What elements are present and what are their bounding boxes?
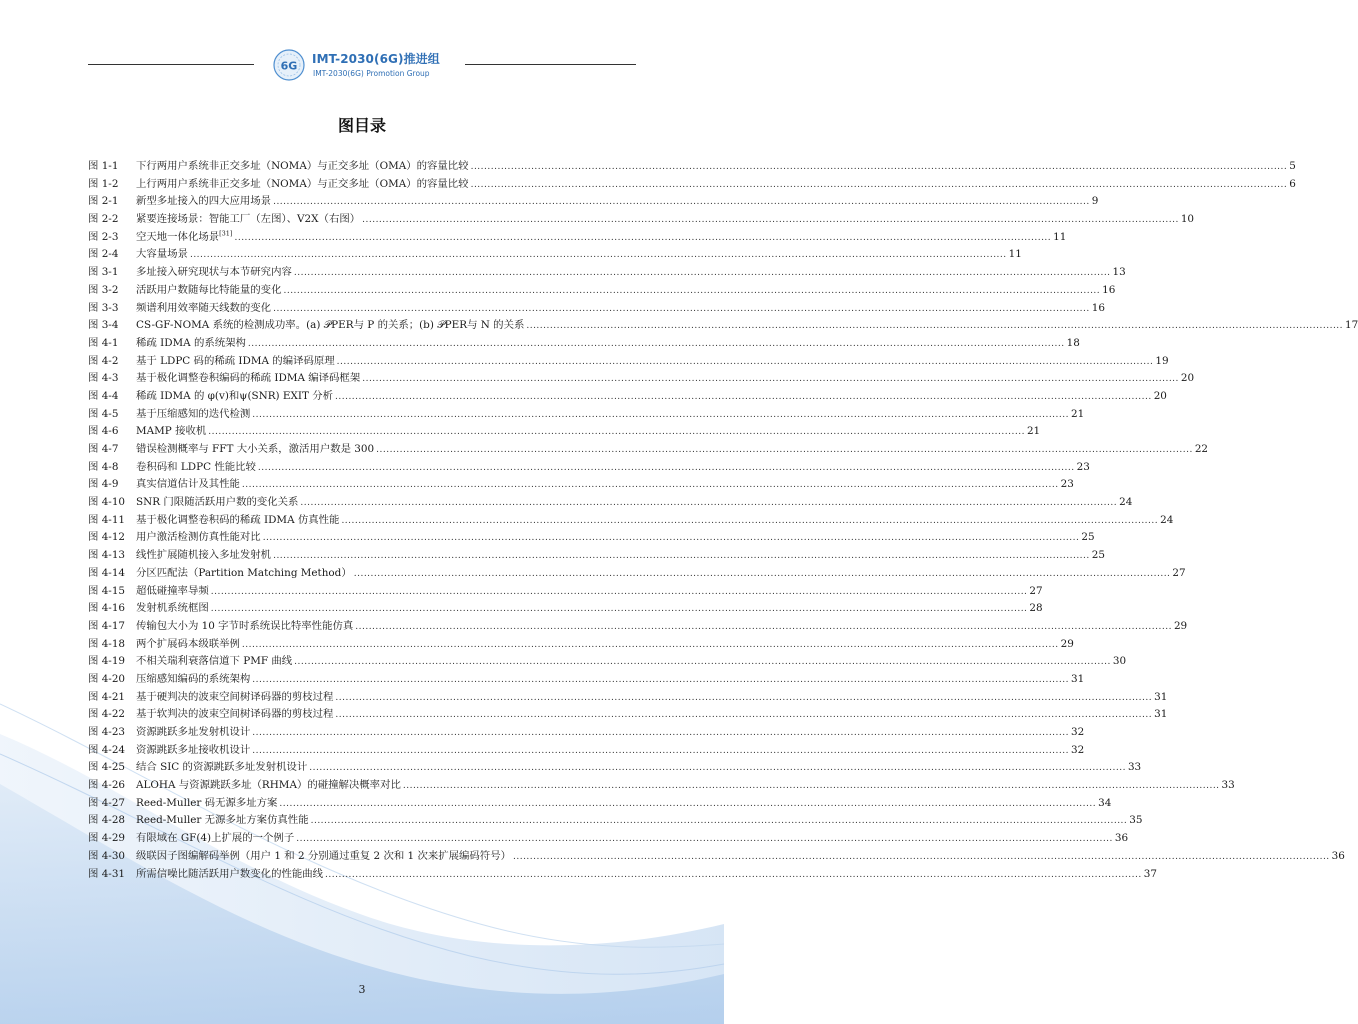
toc-entry[interactable]: [88, 300, 1105, 318]
figure-title-text: 所需信噪比随活跃用户数变化的性能曲线: [136, 867, 324, 880]
dot-leader: [471, 177, 1288, 195]
dot-leader: [341, 513, 1158, 531]
figure-number: 图 4-21: [88, 690, 126, 703]
page-header: [0, 48, 724, 88]
dot-leader: [309, 760, 1126, 778]
figure-page-number: 21: [1026, 425, 1041, 438]
figure-title: [136, 229, 232, 247]
figure-page-number: 19: [1155, 354, 1169, 367]
figure-number: 图 4-28: [88, 814, 126, 827]
figure-title-text: Reed-Muller 码无源多址方案: [136, 796, 278, 809]
figure-title-text: ALOHA 与资源跳跃多址（RHMA）的碰撞解决概率对比: [136, 779, 401, 792]
figure-title: [136, 583, 209, 601]
figure-title: [136, 264, 292, 282]
toc-entry[interactable]: [88, 795, 1112, 813]
figure-page-number: 16: [1091, 301, 1105, 314]
figure-title-text: 多址接入研究现状与本节研究内容: [136, 266, 292, 279]
figure-number: 图 2-2: [88, 213, 119, 226]
figure-title-text: 活跃用户数随每比特能量的变化: [136, 283, 282, 296]
figure-number: 图 4-23: [88, 726, 126, 738]
figure-title: [136, 671, 250, 689]
dot-leader: [311, 813, 1128, 831]
toc-entry[interactable]: [88, 742, 1085, 760]
dot-leader: [362, 212, 1179, 230]
figure-title-text: Reed-Muller 无源多址方案仿真性能: [136, 814, 309, 827]
toc-entry[interactable]: [88, 600, 1043, 618]
figure-title: [136, 370, 360, 388]
toc-entry[interactable]: [88, 370, 1195, 388]
figure-title-text: 基于硬判决的波束空间树译码器的剪枝过程: [136, 690, 334, 703]
figure-title: [136, 388, 333, 406]
dot-leader: [279, 796, 1096, 814]
toc-entry[interactable]: [88, 211, 1195, 229]
toc-entry[interactable]: [88, 848, 1345, 866]
figure-page-number: 29: [1060, 637, 1074, 650]
dot-leader: [403, 778, 1220, 796]
toc-entry[interactable]: [88, 388, 1167, 406]
figure-page-number: 32: [1070, 743, 1085, 756]
figure-number: 图 4-22: [88, 708, 126, 721]
figure-page-number: 31: [1154, 690, 1168, 703]
dot-leader: [252, 672, 1069, 690]
figure-page-number: 33: [1127, 761, 1142, 774]
figure-title: [136, 565, 352, 583]
dot-leader: [273, 548, 1090, 566]
figure-title-text: 紧要连接场景：智能工厂（左图）、V2X（右图）: [136, 213, 361, 226]
figure-title: [136, 406, 250, 424]
toc-entry[interactable]: [88, 476, 1074, 494]
toc-entry[interactable]: [88, 158, 1296, 176]
figure-title: [136, 476, 240, 494]
figure-title: [136, 300, 271, 318]
figure-number: 图 4-10: [88, 496, 126, 509]
figure-number: 图 4-4: [88, 389, 119, 402]
toc-entry[interactable]: [88, 176, 1296, 194]
figure-number: 图 4-29: [88, 832, 126, 845]
figure-page-number: 21: [1070, 407, 1085, 420]
toc-entry[interactable]: [88, 494, 1133, 512]
figure-page-number: 29: [1173, 619, 1188, 632]
figure-title-text: 大容量场景: [136, 248, 188, 261]
figure-title-text: 线性扩展随机接入多址发射机: [136, 549, 272, 562]
figure-title-text: CS-GF-NOMA 系统的检测成功率。(a) 𝒫PER与 P 的关系；(b) 𝒫PER与 N 的关系: [136, 319, 525, 332]
dot-leader: [208, 424, 1025, 442]
figure-number: 图 3-4: [88, 319, 119, 332]
figure-number: 图 4-24: [88, 743, 126, 756]
figure-title-text: 真实信道估计及其性能: [136, 478, 240, 491]
dot-leader: [211, 601, 1028, 619]
figure-title-text: 结合 SIC 的资源跳跃多址发射机设计: [136, 761, 308, 774]
dot-leader: [354, 566, 1171, 584]
figure-title-text: 超低碰撞率导频: [136, 584, 209, 597]
figure-title: [136, 494, 298, 512]
figure-title: [136, 193, 271, 211]
toc-entry[interactable]: [88, 282, 1116, 300]
toc-entry[interactable]: [88, 724, 1085, 742]
figure-title-text: 两个扩展码本级联举例: [136, 637, 240, 650]
figure-number: 图 4-5: [88, 407, 119, 420]
imt2030-logo-icon: [272, 48, 306, 82]
figure-title-text: SNR 门限随活跃用户数的变化关系: [136, 496, 299, 509]
figure-number: 图 4-11: [88, 513, 126, 526]
figure-title-text: 级联因子图编解码举例（用户 1 和 2 分别通过重复 2 次和 1 次来扩展编码符号）: [136, 849, 511, 862]
figure-title-text: 基于 LDPC 码的稀疏 IDMA 的编译码原理: [136, 354, 335, 367]
figure-title: [136, 282, 281, 300]
figure-number: 图 3-3: [88, 301, 119, 314]
figure-title-text: 基于软判决的波束空间树译码器的剪枝过程: [136, 708, 334, 721]
figure-title: [136, 777, 401, 795]
figure-page-number: 23: [1076, 460, 1090, 473]
toc-entry[interactable]: [88, 423, 1041, 441]
figure-title: [136, 246, 188, 264]
figure-page-number: 27: [1172, 566, 1186, 579]
toc-entry[interactable]: [88, 671, 1085, 689]
toc-entry[interactable]: [88, 353, 1169, 371]
logo-text: 6G: [280, 59, 298, 73]
dot-leader: [273, 194, 1090, 212]
figure-title-text: 上行两用户系统非正交多址（NOMA）与正交多址（OMA）的容量比较: [136, 177, 469, 190]
figure-page-number: 18: [1066, 336, 1080, 349]
toc-entry[interactable]: [88, 706, 1168, 724]
figure-page-number: 33: [1221, 779, 1235, 792]
brand-subtitle: IMT-2030(6G) Promotion Group: [313, 69, 430, 78]
figure-number: 图 4-17: [88, 619, 126, 632]
page-title: 图目录: [337, 116, 386, 135]
figure-title: [136, 335, 246, 353]
dot-leader: [234, 230, 1051, 248]
figure-title: [136, 317, 524, 335]
header-rule-left: [88, 64, 254, 65]
figure-number: 图 4-12: [88, 531, 126, 544]
figure-page-number: 31: [1070, 672, 1085, 685]
figure-number: 图 4-3: [88, 372, 119, 385]
toc-entry[interactable]: [88, 565, 1186, 583]
figure-title-text: 新型多址接入的四大应用场景: [136, 195, 272, 208]
figure-title: [136, 441, 374, 459]
figure-page-number: 10: [1180, 213, 1195, 226]
dot-leader: [335, 707, 1152, 725]
figure-number: 图 4-13: [88, 549, 126, 562]
figure-title-text: 发射机系统框图: [136, 602, 209, 615]
figure-page-number: 11: [1053, 230, 1067, 243]
figure-page-number: 32: [1070, 726, 1085, 738]
dot-leader: [252, 407, 1069, 425]
figure-number: 图 4-16: [88, 602, 126, 615]
figure-title-text: 资源跳跃多址接收机设计: [136, 743, 251, 756]
figure-title-text: 资源跳跃多址发射机设计: [136, 726, 251, 738]
figure-title: [136, 211, 360, 229]
dot-leader: [335, 389, 1152, 407]
figure-title: [136, 812, 309, 830]
figure-number: 图 4-15: [88, 584, 126, 597]
figure-number: 图 4-20: [88, 672, 126, 685]
figure-page-number: 20: [1180, 372, 1195, 385]
toc-entry[interactable]: [88, 246, 1022, 264]
figure-title: [136, 600, 209, 618]
figure-page-number: 31: [1154, 708, 1168, 721]
toc-entry[interactable]: [88, 653, 1127, 671]
figure-title-text: 基于极化调整卷积码的稀疏 IDMA 仿真性能: [136, 513, 340, 526]
figure-page-number: 37: [1143, 867, 1157, 880]
figure-number: 图 4-27: [88, 796, 126, 809]
toc-entry[interactable]: [88, 583, 1043, 601]
figure-title-text: 下行两用户系统非正交多址（NOMA）与正交多址（OMA）的容量比较: [136, 160, 469, 172]
dot-leader: [273, 301, 1090, 319]
figure-title: [136, 724, 250, 742]
figure-page-number: 6: [1289, 177, 1296, 190]
figure-page-number: 36: [1331, 849, 1345, 862]
figure-page-number: 23: [1060, 478, 1074, 491]
toc-entry[interactable]: [88, 459, 1090, 477]
figure-page-number: 35: [1129, 814, 1143, 827]
brand-title: IMT-2030(6G)推进组: [312, 52, 440, 66]
dot-leader: [258, 460, 1075, 478]
figure-title: [136, 158, 469, 176]
dot-leader: [513, 849, 1330, 867]
figure-number: 图 4-19: [88, 655, 126, 668]
figure-page-number: 36: [1114, 832, 1129, 845]
header-rule-right: [465, 64, 636, 65]
figure-title: [136, 176, 469, 194]
toc-entry[interactable]: [88, 830, 1129, 848]
figure-title-text: 基于极化调整卷积编码的稀疏 IDMA 编译码框架: [136, 372, 361, 385]
toc-entry[interactable]: [88, 317, 1358, 335]
figure-number: 图 2-3: [88, 230, 119, 243]
dot-leader: [242, 477, 1059, 495]
figure-title-text: 基于压缩感知的迭代检测: [136, 407, 251, 420]
figure-title-text: 频谱利用效率随天线数的变化: [136, 301, 272, 314]
dot-leader: [252, 743, 1069, 761]
figure-title-text: 卷积码和 LDPC 性能比较: [136, 460, 256, 473]
figure-page-number: 5: [1289, 160, 1296, 172]
figure-page-number: 9: [1091, 195, 1099, 208]
toc-entry[interactable]: [88, 441, 1209, 459]
toc-entry[interactable]: [88, 335, 1080, 353]
figure-title: [136, 618, 353, 636]
toc-entry[interactable]: [88, 759, 1142, 777]
figure-title: [136, 459, 256, 477]
figure-title: [136, 353, 335, 371]
figure-title-text: 传输包大小为 10 字节时系统误比特率性能仿真: [136, 619, 354, 632]
figure-list: [88, 158, 1358, 883]
figure-number: 图 4-1: [88, 336, 119, 349]
dot-leader: [294, 265, 1111, 283]
figure-title: [136, 795, 277, 813]
figure-title-text: 错误检测概率与 FFT 大小关系，激活用户数是 300: [136, 443, 375, 455]
figure-page-number: 34: [1098, 796, 1112, 809]
figure-title: [136, 512, 339, 530]
figure-page-number: 11: [1008, 248, 1022, 261]
dot-leader: [526, 318, 1343, 336]
dot-leader: [300, 495, 1117, 513]
figure-page-number: 20: [1153, 389, 1167, 402]
figure-title: [136, 848, 511, 866]
figure-number: 图 2-1: [88, 195, 119, 208]
figure-number: 图 4-2: [88, 354, 119, 367]
figure-title-text: 用户激活检测仿真性能对比: [136, 531, 261, 544]
dot-leader: [190, 247, 1007, 265]
figure-title: [136, 706, 333, 724]
toc-entry[interactable]: [88, 547, 1105, 565]
figure-page-number: 24: [1119, 496, 1133, 509]
figure-title: [136, 830, 294, 848]
dot-leader: [471, 159, 1288, 177]
figure-number: 图 4-8: [88, 460, 119, 473]
figure-title-text: 空天地一体化场景: [136, 230, 220, 243]
dot-leader: [376, 442, 1193, 460]
figure-title-text: 不相关瑞利衰落信道下 PMF 曲线: [136, 655, 293, 668]
figure-page-number: 28: [1029, 602, 1043, 615]
toc-entry[interactable]: [88, 812, 1143, 830]
figure-title-text: 稀疏 IDMA 的系统架构: [136, 336, 246, 349]
toc-entry[interactable]: [88, 406, 1085, 424]
figure-page-number: 24: [1160, 513, 1174, 526]
figure-title: [136, 423, 206, 441]
figure-number: 图 4-31: [88, 867, 126, 880]
figure-title: [136, 689, 333, 707]
dot-leader: [335, 690, 1152, 708]
toc-entry[interactable]: [88, 529, 1095, 547]
figure-number: 图 3-2: [88, 283, 119, 296]
figure-page-number: 25: [1091, 549, 1105, 562]
figure-title-citation: [31]: [219, 229, 233, 238]
figure-page-number: 27: [1029, 584, 1043, 597]
figure-title: [136, 866, 323, 884]
dot-leader: [252, 725, 1069, 743]
dot-leader: [248, 336, 1065, 354]
figure-title-text: 有限域在 GF(4)上扩展的一个例子: [136, 832, 295, 845]
figure-number: 图 2-4: [88, 248, 119, 261]
figure-title-text: MAMP 接收机: [136, 425, 207, 438]
figure-page-number: 22: [1194, 443, 1209, 455]
figure-page-number: 25: [1081, 531, 1095, 544]
dot-leader: [296, 831, 1113, 849]
figure-title: [136, 529, 261, 547]
toc-entry[interactable]: [88, 264, 1126, 282]
toc-entry[interactable]: [88, 512, 1174, 530]
figure-page-number: 17: [1345, 319, 1358, 332]
figure-title-text: 压缩感知编码的系统架构: [136, 672, 251, 685]
figure-title: [136, 547, 271, 565]
figure-number: 图 4-14: [88, 566, 126, 579]
dot-leader: [362, 371, 1179, 389]
figure-title-text: 分区匹配法（Partition Matching Method）: [136, 566, 352, 579]
dot-leader: [337, 354, 1154, 372]
toc-entry[interactable]: [88, 618, 1188, 636]
dot-leader: [263, 530, 1080, 548]
figure-number: 图 4-18: [88, 637, 126, 650]
toc-entry[interactable]: [88, 229, 1067, 247]
dot-leader: [283, 283, 1100, 301]
figure-title: [136, 653, 292, 671]
figure-title: [136, 742, 250, 760]
figure-number: 图 4-30: [88, 849, 126, 862]
figure-number: 图 4-26: [88, 779, 126, 792]
dot-leader: [325, 867, 1142, 885]
figure-title-text: 稀疏 IDMA 的 φ(v)和ψ(SNR) EXIT 分析: [136, 389, 333, 402]
toc-entry[interactable]: [88, 866, 1157, 884]
figure-page-number: 16: [1102, 283, 1116, 296]
dot-leader: [242, 637, 1059, 655]
page-number: 3: [358, 983, 366, 996]
figure-number: 图 4-7: [88, 443, 119, 455]
toc-entry[interactable]: [88, 636, 1074, 654]
figure-number: 图 4-25: [88, 761, 126, 774]
figure-number: 图 4-9: [88, 478, 119, 491]
dot-leader: [355, 619, 1172, 637]
figure-page-number: 13: [1112, 266, 1126, 279]
figure-title: [136, 759, 307, 777]
toc-entry[interactable]: [88, 777, 1235, 795]
figure-page-number: 30: [1112, 655, 1127, 668]
toc-entry[interactable]: [88, 689, 1168, 707]
dot-leader: [294, 654, 1111, 672]
figure-number: 图 1-2: [88, 177, 119, 190]
dot-leader: [211, 584, 1028, 602]
figure-number: 图 1-1: [88, 160, 119, 172]
figure-title: [136, 636, 240, 654]
toc-entry[interactable]: [88, 193, 1099, 211]
figure-number: 图 3-1: [88, 266, 119, 279]
figure-number: 图 4-6: [88, 425, 119, 438]
